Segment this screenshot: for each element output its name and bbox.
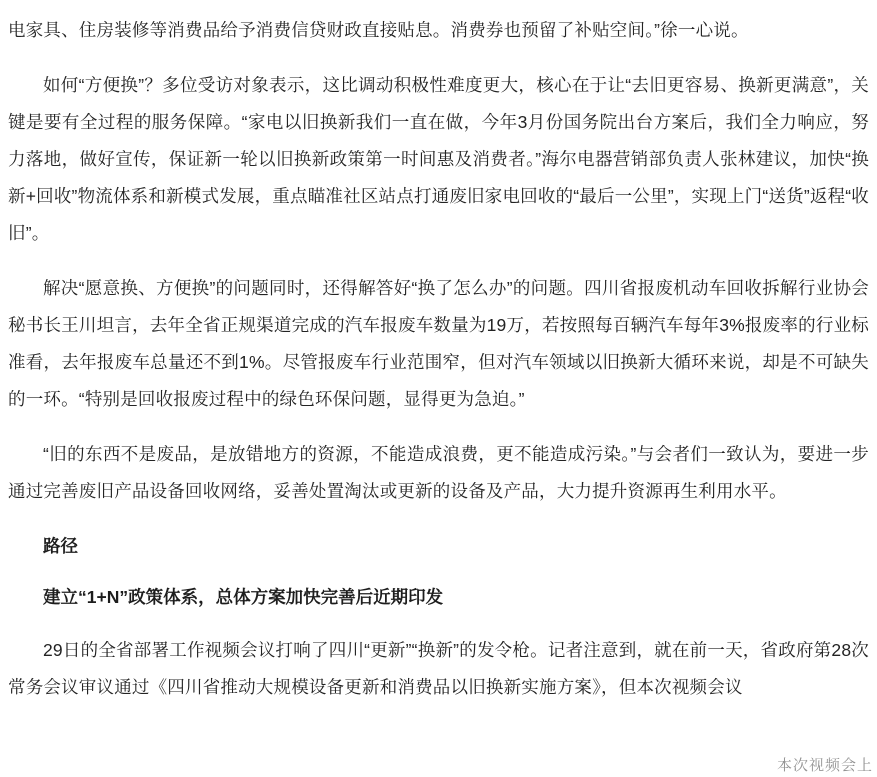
article-body [0,12,877,777]
section-heading: 路径 [43,536,78,556]
watermark-text: 本次视频会上 [776,757,873,774]
sub-heading: 建立“1+N”政策体系，总体方案加快完善后近期印发 [43,587,444,607]
paragraph-4: “旧的东西不是废品，是放错地方的资源，不能造成浪费，更不能造成污染。”与会者们一致认为，要进一步通过完善废旧产品设备回收网络，妥善处置淘汰或更新的设备及产品，大力提升资源再生利用水平。 [8,444,869,501]
paragraph-2: 如何“方便换”？多位受访对象表示，这比调动积极性难度更大，核心在于让“去旧更容易、换新更满意”，关键是要有全过程的服务保障。“家电以旧换新我们一直在做，今年3月份国务院出台方案后，我们全力响应，努力落地，做好宣传，保证新一轮以旧换新政策第一时间惠及消费者。”海尔电器营销部负责人张林建议，加快“换新+回收”物流体系和新模式发展，重点瞄准社区站点打通废旧家电回收的“最后一公里”，实现上门“送货”返程“收旧”。 [8,75,869,243]
paragraph-3: 解决“愿意换、方便换”的问题同时，还得解答好“换了怎么办”的问题。四川省报废机动车回收拆解行业协会秘书长王川坦言，去年全省正规渠道完成的汽车报废车数量为19万，若按照每百辆汽车每年3%报废率的行业标准看，去年报废车总量还不到1%。尽管报废车行业范围窄，但对汽车领域以旧换新大循环来说，却是不可缺失的一环。“特别是回收报废过程中的绿色环保问题，显得更为急迫。” [8,278,869,409]
paragraph-1: 电家具、住房装修等消费品给予消费信贷财政直接贴息。消费券也预留了补贴空间。”徐一心说。 [8,20,749,40]
closing-paragraph: 29日的全省部署工作视频会议打响了四川“更新”“换新”的发令枪。记者注意到，就在前一天，省政府第28次常务会议审议通过《四川省推动大规模设备更新和消费品以旧换新实施方案》，但本次视频会议 [8,640,869,697]
